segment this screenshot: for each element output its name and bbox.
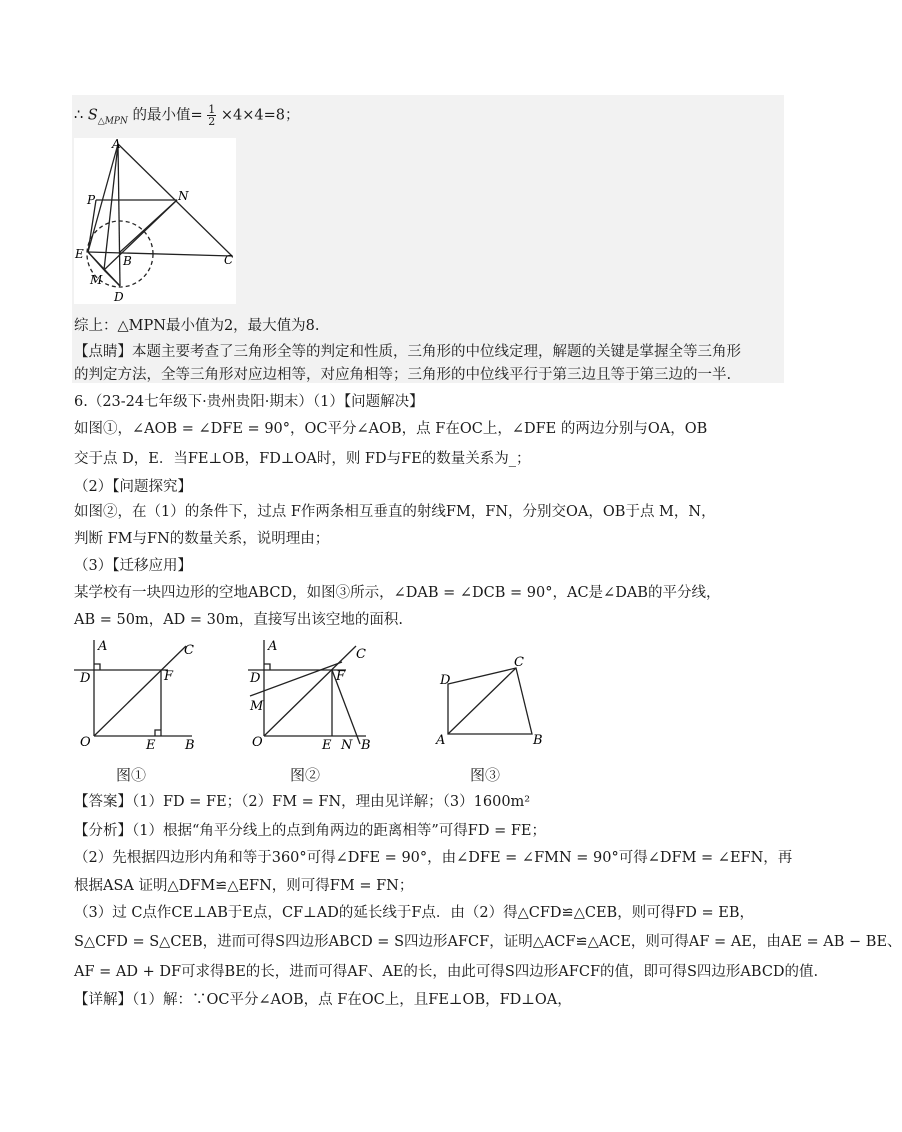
label-E: E <box>75 247 84 261</box>
label-C: C <box>224 253 234 267</box>
q6-line-7: （3）【迁移应用】 <box>74 558 192 574</box>
fig2-label-M: M <box>250 699 264 714</box>
q6-line-9: AB = 50m，AD = 30m，直接写出该空地的面积. <box>74 612 403 628</box>
label-B: B <box>123 254 132 268</box>
fig3-label-B: B <box>533 733 543 748</box>
dianjing-line-2: 的判定方法，全等三角形对应边相等，对应角相等；三角形的中位线平行于第三边且等于第三边的一半. <box>74 367 732 383</box>
triangle-circle-figure <box>74 138 236 304</box>
figure-2-caption: 图② <box>290 766 321 784</box>
fig2-label-O: O <box>252 735 263 750</box>
q6-line-4: （2）【问题探究】 <box>74 479 192 495</box>
label-P: P <box>87 193 96 207</box>
label-A: A <box>112 137 121 151</box>
fig1-label-D: D <box>80 671 91 686</box>
figure-2 <box>244 636 384 752</box>
fig1-label-F: F <box>164 669 174 684</box>
answer-line: 【答案】（1）FD = FE；（2）FM = FN，理由见详解；（3）1600m² <box>74 794 531 810</box>
fig2-label-E: E <box>322 738 332 753</box>
min-value-line: ∴ $S_{\triangle MPN}$ 的最小值= $\frac{1}{2}$ ×4×4=8； <box>74 103 300 128</box>
q6-header: 6.（23-24七年级下·贵州贵阳·期末）（1）【问题解决】 <box>74 394 424 410</box>
figure-1-caption: 图① <box>116 766 147 784</box>
summary-line: 综上：△MPN最小值为2，最大值为8. <box>74 318 320 334</box>
fig1-label-A: A <box>98 639 108 654</box>
analysis-line-5: S△CFD = S△CEB，进而可得S四边形ABCD = S四边形AFCF，证明△ACF≌△ACE，则可得AF = AE，由AE = AB − BE、 <box>74 934 902 950</box>
q6-line-5: 如图②，在（1）的条件下，过点 F作两条相互垂直的射线FM，FN，分别交OA，OB于点 M，N， <box>74 504 716 520</box>
dianjing-line-1: 【点睛】本题主要考查了三角形全等的判定和性质，三角形的中位线定理，解题的关键是掌握全等三角形 <box>74 344 741 360</box>
detail-line-1: 【详解】（1）解：∵OC平分∠AOB，点 F在OC上，且FE⊥OB，FD⊥OA， <box>74 992 572 1008</box>
analysis-line-6: AF = AD + DF可求得BE的长，进而可得AF、AE的长，由此可得S四边形AFCF的值，即可得S四边形ABCD的值. <box>74 964 819 980</box>
fig3-label-C: C <box>514 655 524 670</box>
fig2-label-F: F <box>336 669 346 684</box>
figure-3-caption: 图③ <box>470 766 501 784</box>
analysis-line-1: 【分析】（1）根据“角平分线上的点到角两边的距离相等”可得FD = FE； <box>74 823 546 839</box>
q6-line-8: 某学校有一块四边形的空地ABCD，如图③所示，∠DAB = ∠DCB = 90°，AC是∠DAB的平分线， <box>74 585 721 601</box>
figure-3 <box>432 650 552 750</box>
fig2-label-B: B <box>361 738 371 753</box>
fig1-label-E: E <box>146 738 156 753</box>
fig3-label-D: D <box>440 673 451 688</box>
label-M: M <box>90 273 103 287</box>
fig1-label-B: B <box>185 738 195 753</box>
label-N: N <box>178 189 189 203</box>
q6-line-6: 判断 FM与FN的数量关系，说明理由； <box>74 531 330 547</box>
label-D: D <box>114 290 124 304</box>
fig2-label-C: C <box>356 647 366 662</box>
analysis-line-4: （3）过 C点作CE⊥AB于E点，CF⊥AD的延长线于F点．由（2）得△CFD≌△CEB，则可得FD = EB， <box>74 905 754 921</box>
analysis-line-2: （2）先根据四边形内角和等于360°可得∠DFE = 90°，由∠DFE = ∠FMN = 90°可得∠DFM = ∠EFN，再 <box>74 850 793 866</box>
analysis-line-3: 根据ASA 证明△DFM≌△EFN，则可得FM = FN； <box>74 878 414 894</box>
q6-line-3: 交于点 D，E．当FE⊥OB，FD⊥OA时，则 FD与FE的数量关系为_； <box>74 451 531 467</box>
fig3-label-A: A <box>436 733 446 748</box>
fig2-label-D: D <box>250 671 261 686</box>
q6-line-2: 如图①，∠AOB = ∠DFE = 90°，OC平分∠AOB，点 F在OC上，∠DFE 的两边分别与OA，OB <box>74 421 708 437</box>
fig1-label-O: O <box>80 735 91 750</box>
fig2-label-A: A <box>268 639 278 654</box>
figure-1 <box>74 636 224 752</box>
fig2-label-N: N <box>341 738 353 753</box>
fraction-one-half: $\frac{1}{2}$ <box>208 103 216 128</box>
fig1-label-C: C <box>184 643 194 658</box>
